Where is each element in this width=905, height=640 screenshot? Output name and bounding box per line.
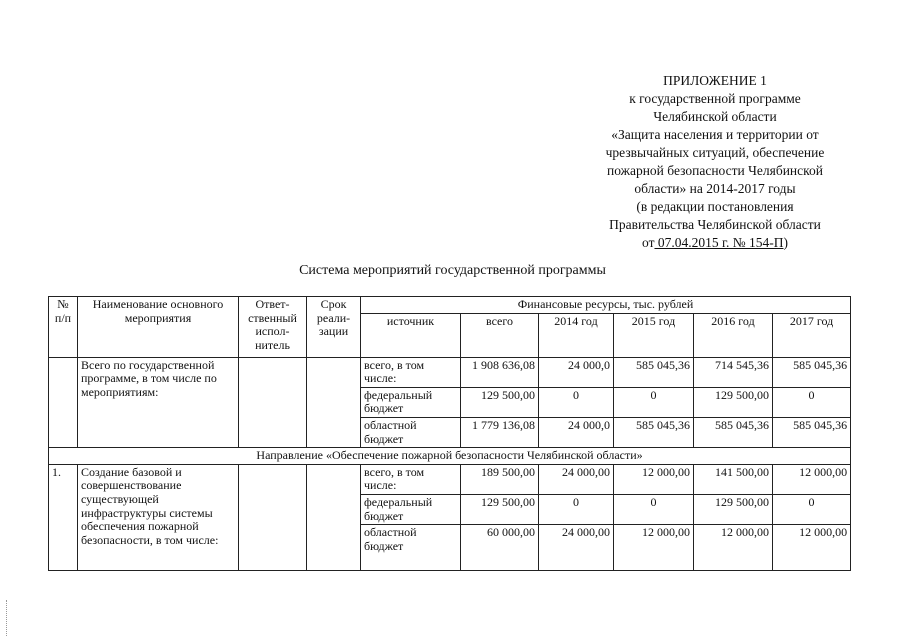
header-source: источник — [361, 313, 461, 357]
cell-2015: 0 — [614, 387, 694, 417]
appendix-line: к государственной программе — [629, 91, 801, 106]
cell-source: областной бюджет — [361, 525, 461, 571]
appendix-date: 07.04.2015 г. № 154-П — [654, 235, 784, 250]
appendix-line: (в редакции постановления — [636, 199, 794, 214]
cell-2014: 0 — [539, 387, 614, 417]
header-term: Срок реали-зации — [307, 297, 361, 358]
cell-total: 189 500,00 — [461, 464, 539, 494]
cell-2014: 0 — [539, 494, 614, 524]
appendix-line: «Защита населения и территории от — [611, 127, 819, 142]
header-2015: 2015 год — [614, 313, 694, 357]
header-2016: 2016 год — [694, 313, 773, 357]
cell-2016: 141 500,00 — [694, 464, 773, 494]
cell-total: 129 500,00 — [461, 387, 539, 417]
cell-total: 1 779 136,08 — [461, 417, 539, 447]
row-responsible — [239, 357, 307, 448]
row-name: Создание базовой и совершенствование существующей инфраструктуры системы обеспечения пожарной безопасности, в том числе: — [78, 464, 239, 570]
cell-source: всего, в том числе: — [361, 464, 461, 494]
cell-source: областной бюджет — [361, 417, 461, 447]
row-responsible — [239, 464, 307, 570]
cell-source: федеральный бюджет — [361, 494, 461, 524]
table-row — [49, 357, 851, 387]
cell-2016: 129 500,00 — [694, 494, 773, 524]
row-name: Всего по государственной программе, в том числе по мероприятиям: — [78, 357, 239, 448]
cell-2017: 12 000,00 — [773, 525, 851, 571]
cell-2017: 12 000,00 — [773, 464, 851, 494]
cell-total: 129 500,00 — [461, 494, 539, 524]
cell-2014: 24 000,0 — [539, 357, 614, 387]
row-num — [49, 357, 78, 448]
header-name: Наименование основного мероприятия — [78, 297, 239, 358]
cell-total: 1 908 636,08 — [461, 357, 539, 387]
row-term — [307, 464, 361, 570]
direction-title: Направление «Обеспечение пожарной безопасности Челябинской области» — [49, 448, 851, 465]
cell-source: федеральный бюджет — [361, 387, 461, 417]
cell-2016: 714 545,36 — [694, 357, 773, 387]
cell-2016: 12 000,00 — [694, 525, 773, 571]
scan-edge-marks — [6, 600, 8, 636]
appendix-date-line — [560, 234, 870, 252]
appendix-line: Правительства Челябинской области — [609, 217, 821, 232]
cell-2015: 585 045,36 — [614, 357, 694, 387]
header-total: всего — [461, 313, 539, 357]
table-row — [49, 464, 851, 494]
row-num: 1. — [49, 464, 78, 570]
header-finance: Финансовые ресурсы, тыс. рублей — [361, 297, 851, 314]
appendix-date-prefix: от — [642, 235, 655, 250]
cell-2015: 12 000,00 — [614, 464, 694, 494]
cell-2015: 585 045,36 — [614, 417, 694, 447]
appendix-block — [560, 72, 870, 252]
cell-2017: 585 045,36 — [773, 417, 851, 447]
header-responsible: Ответ-ственный испол-нитель — [239, 297, 307, 358]
appendix-line: чрезвычайных ситуаций, обеспечение — [605, 145, 825, 160]
row-term — [307, 357, 361, 448]
cell-2016: 585 045,36 — [694, 417, 773, 447]
cell-2015: 12 000,00 — [614, 525, 694, 571]
cell-2015: 0 — [614, 494, 694, 524]
cell-2016: 129 500,00 — [694, 387, 773, 417]
appendix-line: пожарной безопасности Челябинской — [606, 163, 823, 178]
cell-2014: 24 000,00 — [539, 464, 614, 494]
cell-total: 60 000,00 — [461, 525, 539, 571]
header-row — [49, 297, 851, 314]
appendix-date-suffix: ) — [783, 235, 788, 250]
cell-2017: 585 045,36 — [773, 357, 851, 387]
cell-2017: 0 — [773, 387, 851, 417]
header-2014: 2014 год — [539, 313, 614, 357]
cell-source: всего, в том числе: — [361, 357, 461, 387]
direction-row — [49, 448, 851, 465]
appendix-line: ПРИЛОЖЕНИЕ 1 — [663, 73, 767, 88]
cell-2017: 0 — [773, 494, 851, 524]
header-2017: 2017 год — [773, 313, 851, 357]
cell-2014: 24 000,00 — [539, 525, 614, 571]
appendix-line: области» на 2014-2017 годы — [634, 181, 796, 196]
program-table — [48, 296, 851, 571]
cell-2014: 24 000,0 — [539, 417, 614, 447]
table-title: Система мероприятий государственной программы — [299, 263, 606, 278]
header-num: № п/п — [49, 297, 78, 358]
appendix-line: Челябинской области — [653, 109, 777, 124]
